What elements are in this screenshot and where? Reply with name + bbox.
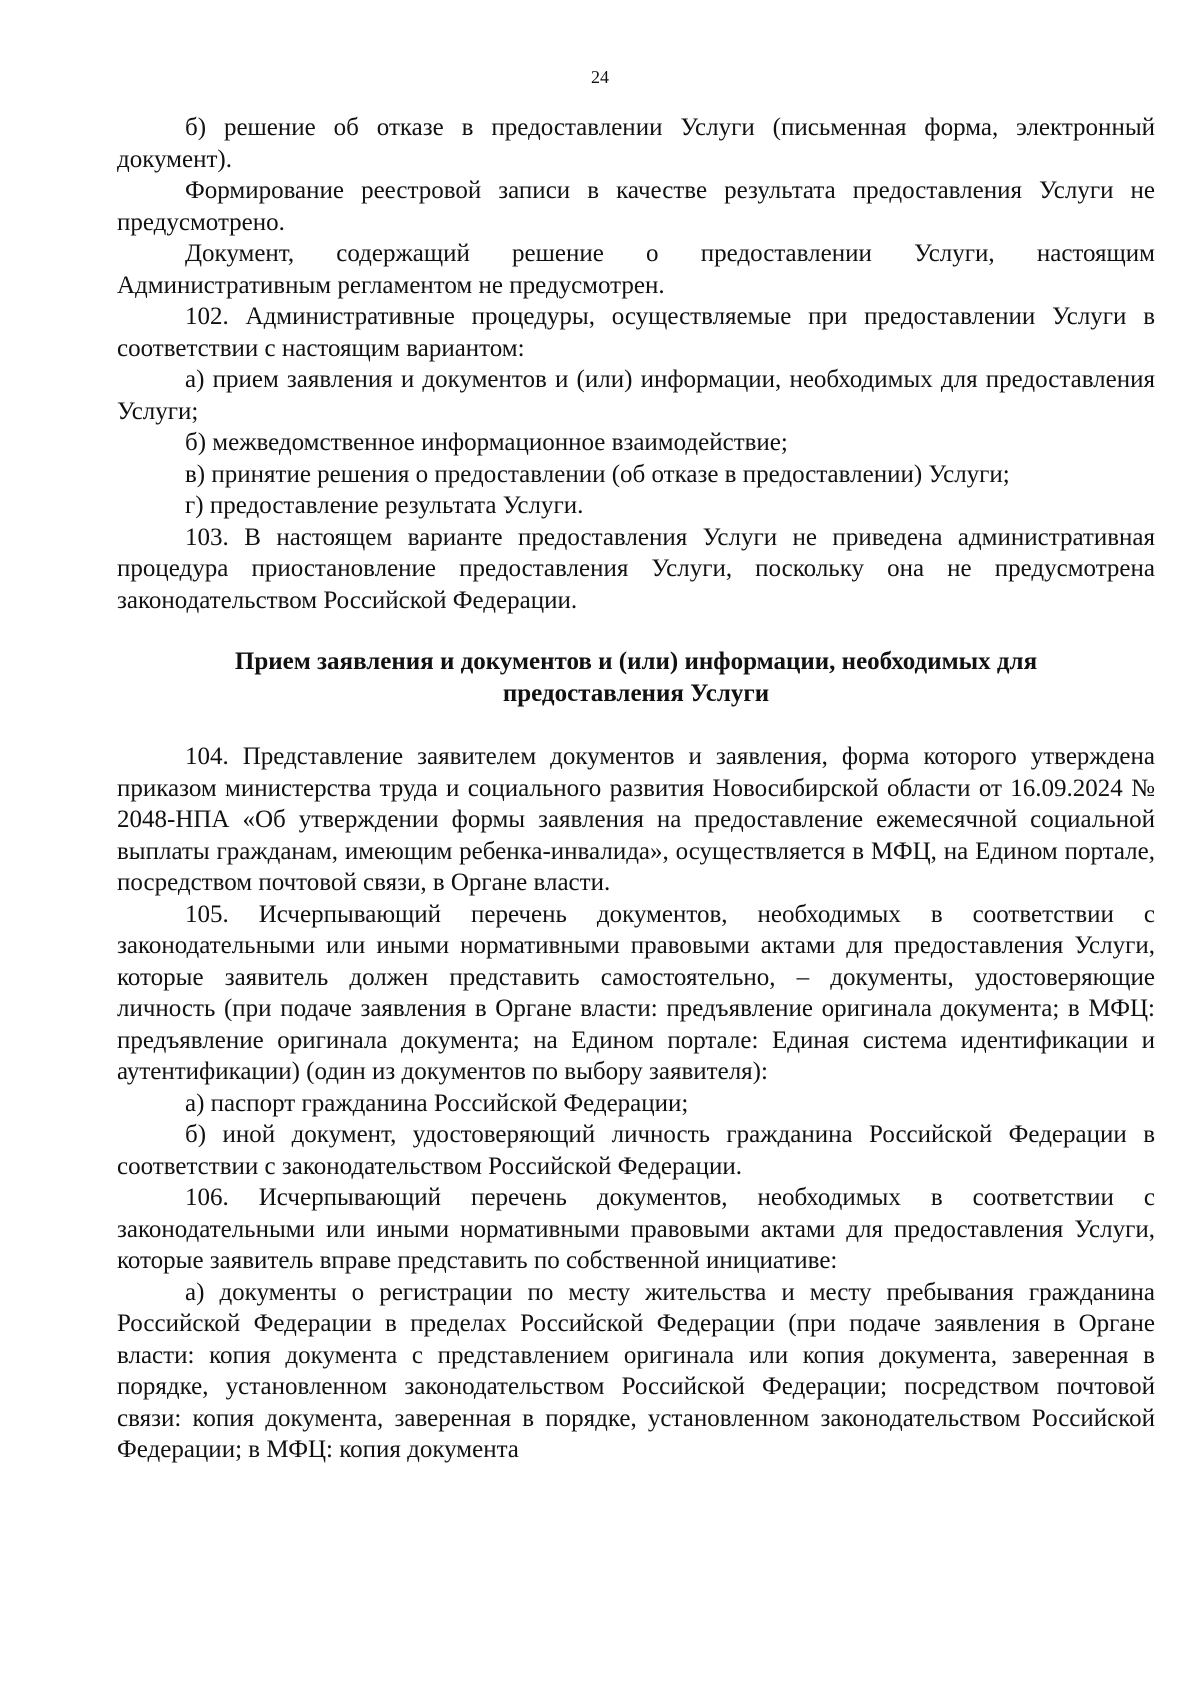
page-number: 24 xyxy=(591,67,609,87)
list-item-102-b: б) межведомственное информационное взаимодействие; xyxy=(185,429,788,456)
document-body xyxy=(117,112,1155,1466)
list-item-102-a: а) прием заявления и документов и (или) информации, необходимых для предоставления Услуги; xyxy=(117,366,1155,425)
list-item-105-a: а) паспорт гражданина Российской Федерации; xyxy=(185,1089,689,1117)
section-heading-line-1: Прием заявления и документов и (или) информации, необходимых для xyxy=(234,648,1038,675)
list-item-105-b: б) иной документ, удостоверяющий личность гражданина Российской Федерации в соответствии с законодательством Российской Федерации. xyxy=(117,1121,1155,1180)
paragraph-decision-document: Документ, содержащий решение о предоставлении Услуги, настоящим Административным регламентом не предусмотрен. xyxy=(117,240,1155,299)
paragraph-104: 104. Представление заявителем документов и заявления, форма которого утверждена приказом министерства труда и социального развития Новосибирской области от 16.09.2024 № 2048-НПА «Об утверждении формы заявления на предоставление ежемесячной социальной выплаты гражданам, имеющим ребенка-инвалида», осуществляется в МФЦ, на Едином портале, посредством почтовой связи, в Органе власти. xyxy=(117,743,1155,896)
paragraph-106: 106. Исчерпывающий перечень документов, необходимых в соответствии с законодательными или иными нормативными правовыми актами для предоставления Услуги, которые заявитель вправе представить по собственной инициативе: xyxy=(117,1184,1155,1274)
paragraph-result-refusal: б) решение об отказе в предоставлении Услуги (письменная форма, электронный документ). xyxy=(117,114,1155,173)
list-item-106-a: а) документы о регистрации по месту жительства и месту пребывания гражданина Российской Федерации в пределах Российской Федерации (при подаче заявления в Органе власти: копия документа с представлением оригинала или копия документа, заверенная в порядке, установленном законодательством Российской Федерации; посредством почтовой связи: копия документа, заверенная в порядке, установленном законодательством Российской Федерации; в МФЦ: копия документа xyxy=(117,1278,1155,1463)
paragraph-105: 105. Исчерпывающий перечень документов, необходимых в соответствии с законодательными или иными нормативными правовыми актами для предоставления Услуги, которые заявитель должен представить самостоятельно, – документы, удостоверяющие личность (при подаче заявления в Органе власти: предъявление оригинала документа; в МФЦ: предъявление оригинала документа; на Едином портале: Единая система идентификации и аутентификации) (один из документов по выбору заявителя): xyxy=(117,900,1155,1085)
paragraph-103: 103. В настоящем варианте предоставления Услуги не приведена административная процедура приостановление предоставления Услуги, поскольку она не предусмотрена законодательством Российской Федерации. xyxy=(117,523,1155,614)
list-item-102-g: г) предоставление результата Услуги. xyxy=(185,492,584,519)
list-item-102-v: в) принятие решения о предоставлении (об отказе в предоставлении) Услуги; xyxy=(185,460,1010,488)
paragraph-registry-record: Формирование реестровой записи в качестве результата предоставления Услуги не предусмотрено. xyxy=(117,177,1155,236)
paragraph-102: 102. Административные процедуры, осуществляемые при предоставлении Услуги в соответствии с настоящим вариантом: xyxy=(117,303,1155,362)
section-heading xyxy=(117,646,1155,709)
section-heading-line-2: предоставления Услуги xyxy=(502,679,770,707)
